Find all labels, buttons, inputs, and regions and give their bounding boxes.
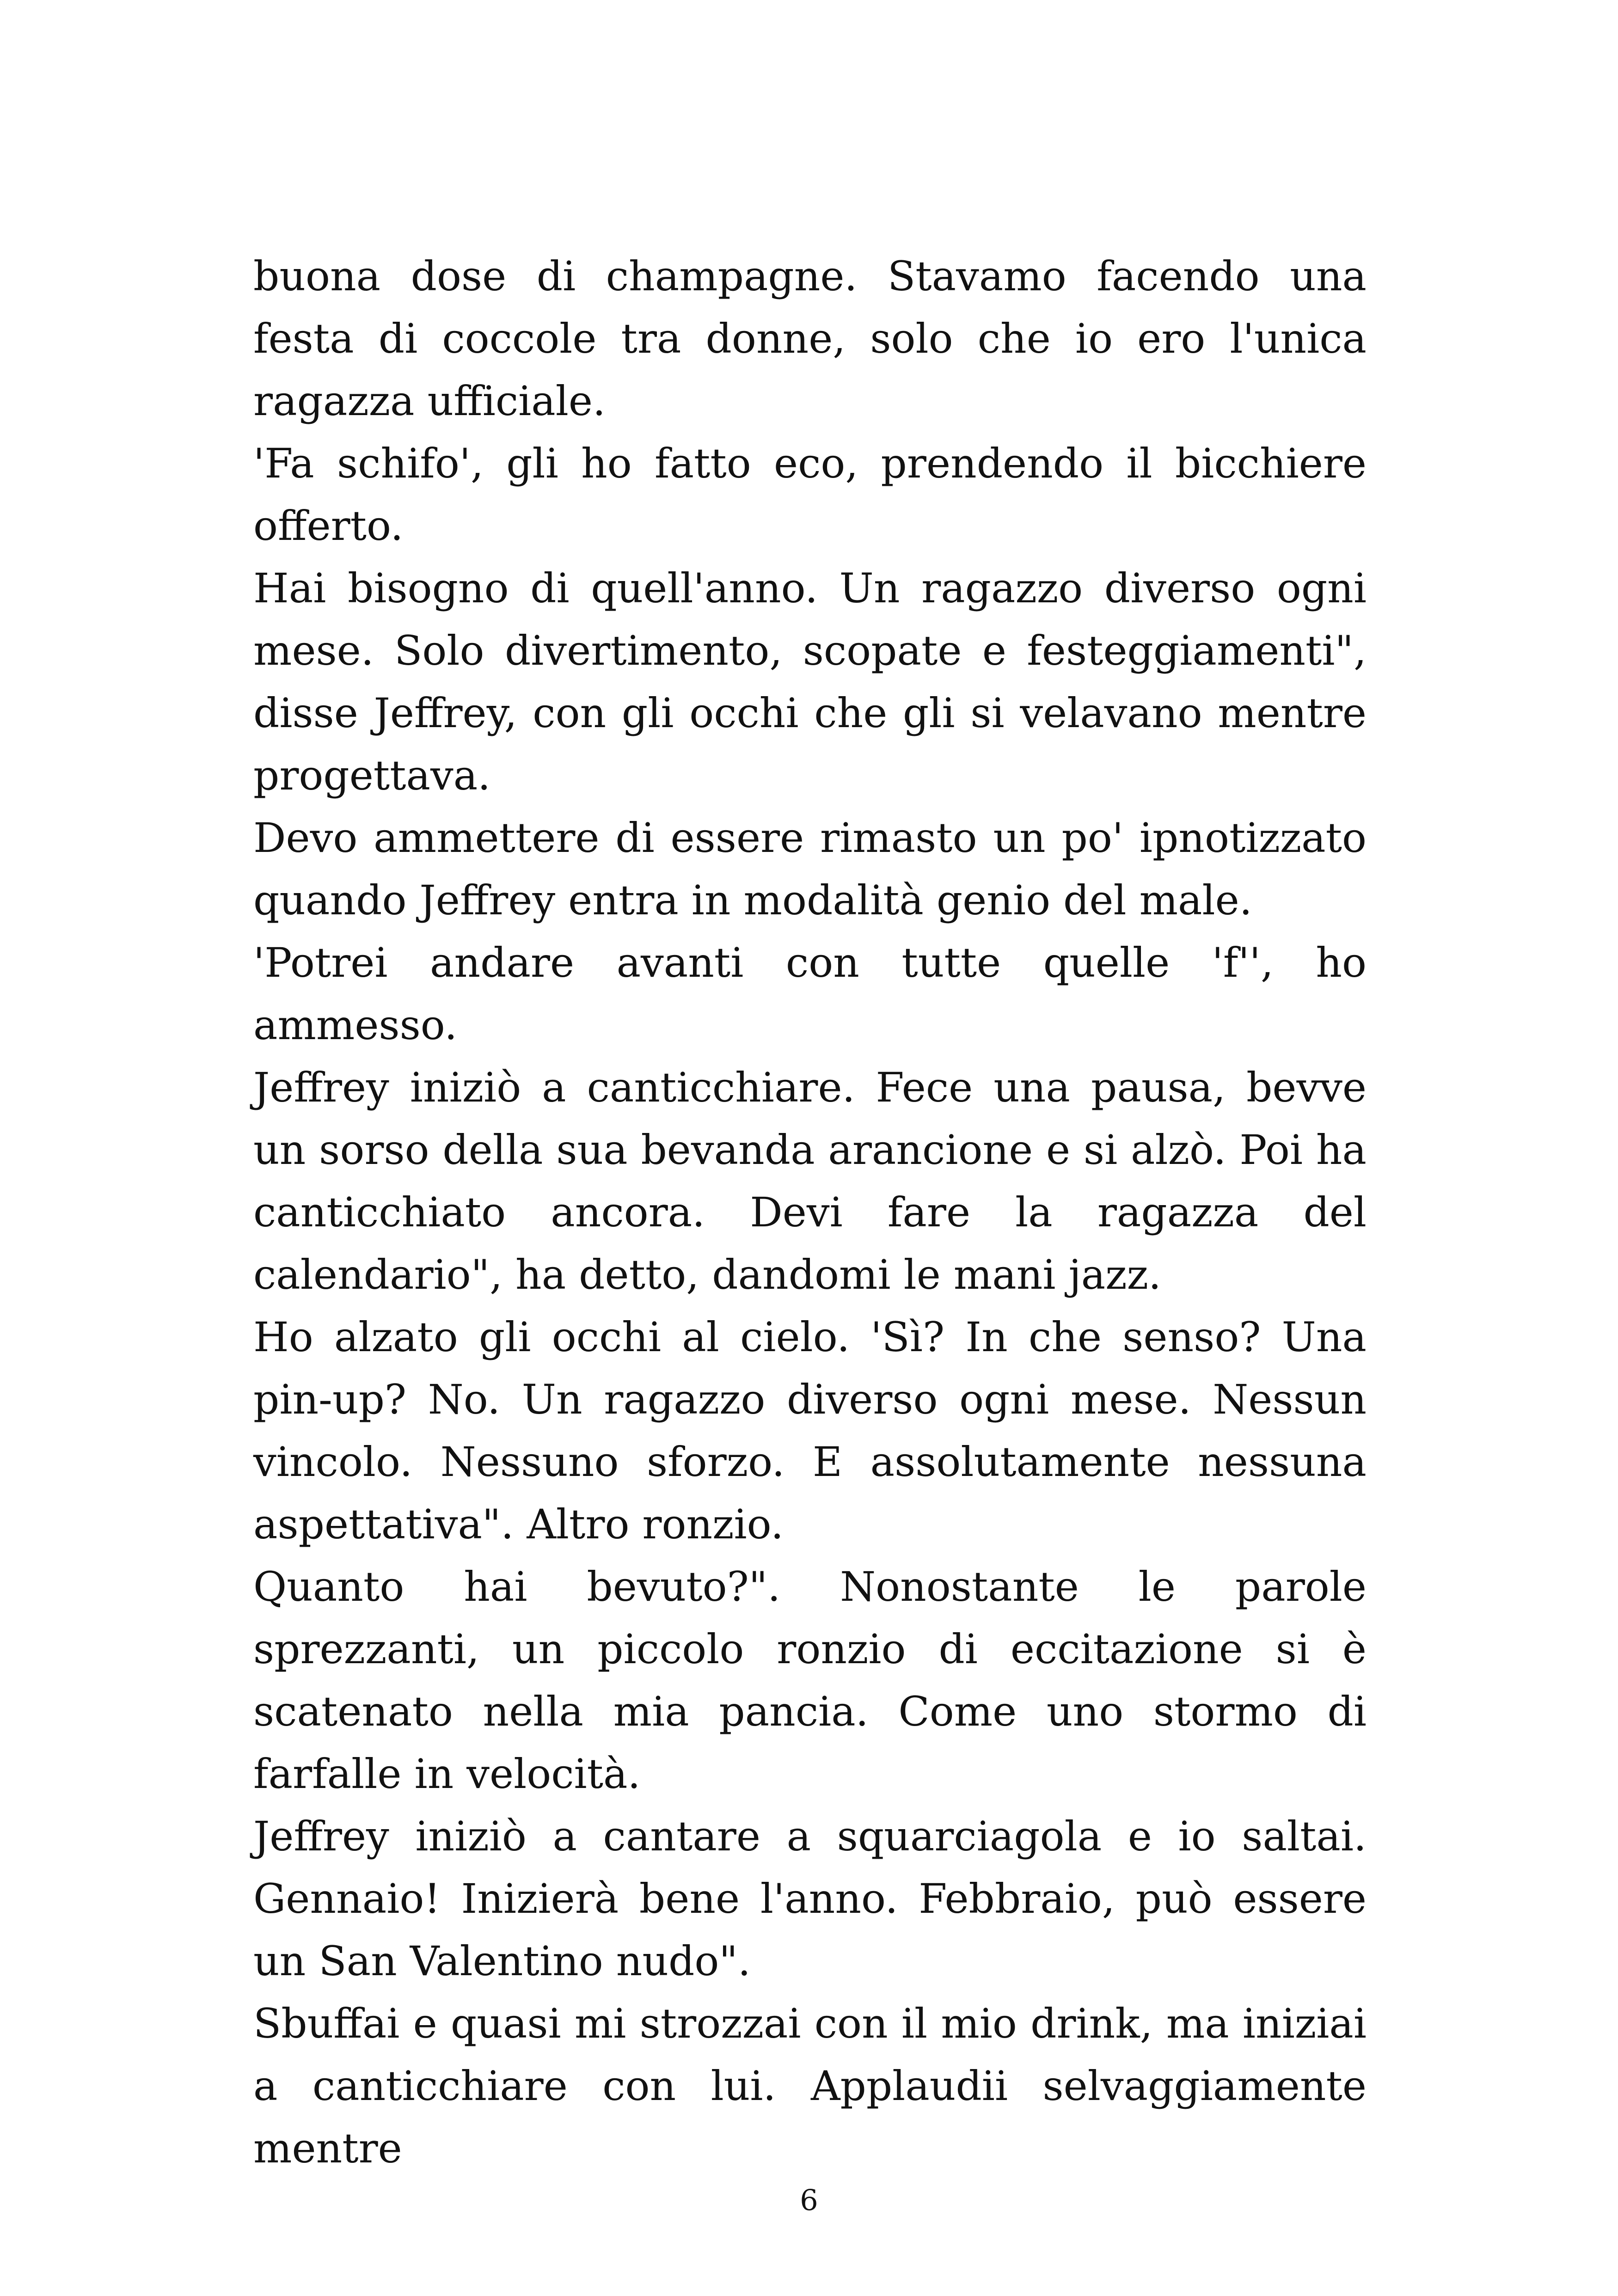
paragraph-6: Jeffrey iniziò a canticchiare. Fece una pausa, bevve un sorso della sua bevanda arancione e si alzò. Poi ha canticchiato ancora. Devi fare la ragazza del calendario", ha detto, dandomi le mani jazz. xyxy=(253,1064,1367,1298)
paragraph-1: buona dose di champagne. Stavamo facendo una festa di coccole tra donne, solo che io ero l'unica ragazza ufficiale. xyxy=(253,252,1367,425)
paragraph-4: Devo ammettere di essere rimasto un po' ipnotizzato quando Jeffrey entra in modalità genio del male. xyxy=(253,814,1367,924)
paragraph-9: Jeffrey iniziò a cantare a squarciagola e io saltai. Gennaio! Inizierà bene l'anno. Febbraio, può essere un San Valentino nudo". xyxy=(253,1812,1367,1985)
paragraph-10: Sbuffai e quasi mi strozzai con il mio drink, ma iniziai a canticchiare con lui. Applaudii selvaggiamente mentre xyxy=(253,2000,1367,2172)
page-number: 6 xyxy=(800,2183,818,2217)
paragraph-3: Hai bisogno di quell'anno. Un ragazzo diverso ogni mese. Solo divertimento, scopate e festeggiamenti", disse Jeffrey, con gli occhi che gli si velavano mentre progettava. xyxy=(253,564,1367,799)
paragraph-8: Quanto hai bevuto?". Nonostante le parole sprezzanti, un piccolo ronzio di eccitazione si è scatenato nella mia pancia. Come uno stormo di farfalle in velocità. xyxy=(253,1563,1367,1798)
body-text xyxy=(253,245,1367,2180)
paragraph-2: 'Fa schifo', gli ho fatto eco, prendendo il bicchiere offerto. xyxy=(253,440,1367,550)
paragraph-7: Ho alzato gli occhi al cielo. 'Sì? In che senso? Una pin-up? No. Un ragazzo diverso ogni mese. Nessun vincolo. Nessuno sforzo. E assolutamente nessuna aspettativa". Altro ronzio. xyxy=(253,1313,1367,1548)
paragraph-5: 'Potrei andare avanti con tutte quelle 'f'', ho ammesso. xyxy=(253,939,1367,1049)
